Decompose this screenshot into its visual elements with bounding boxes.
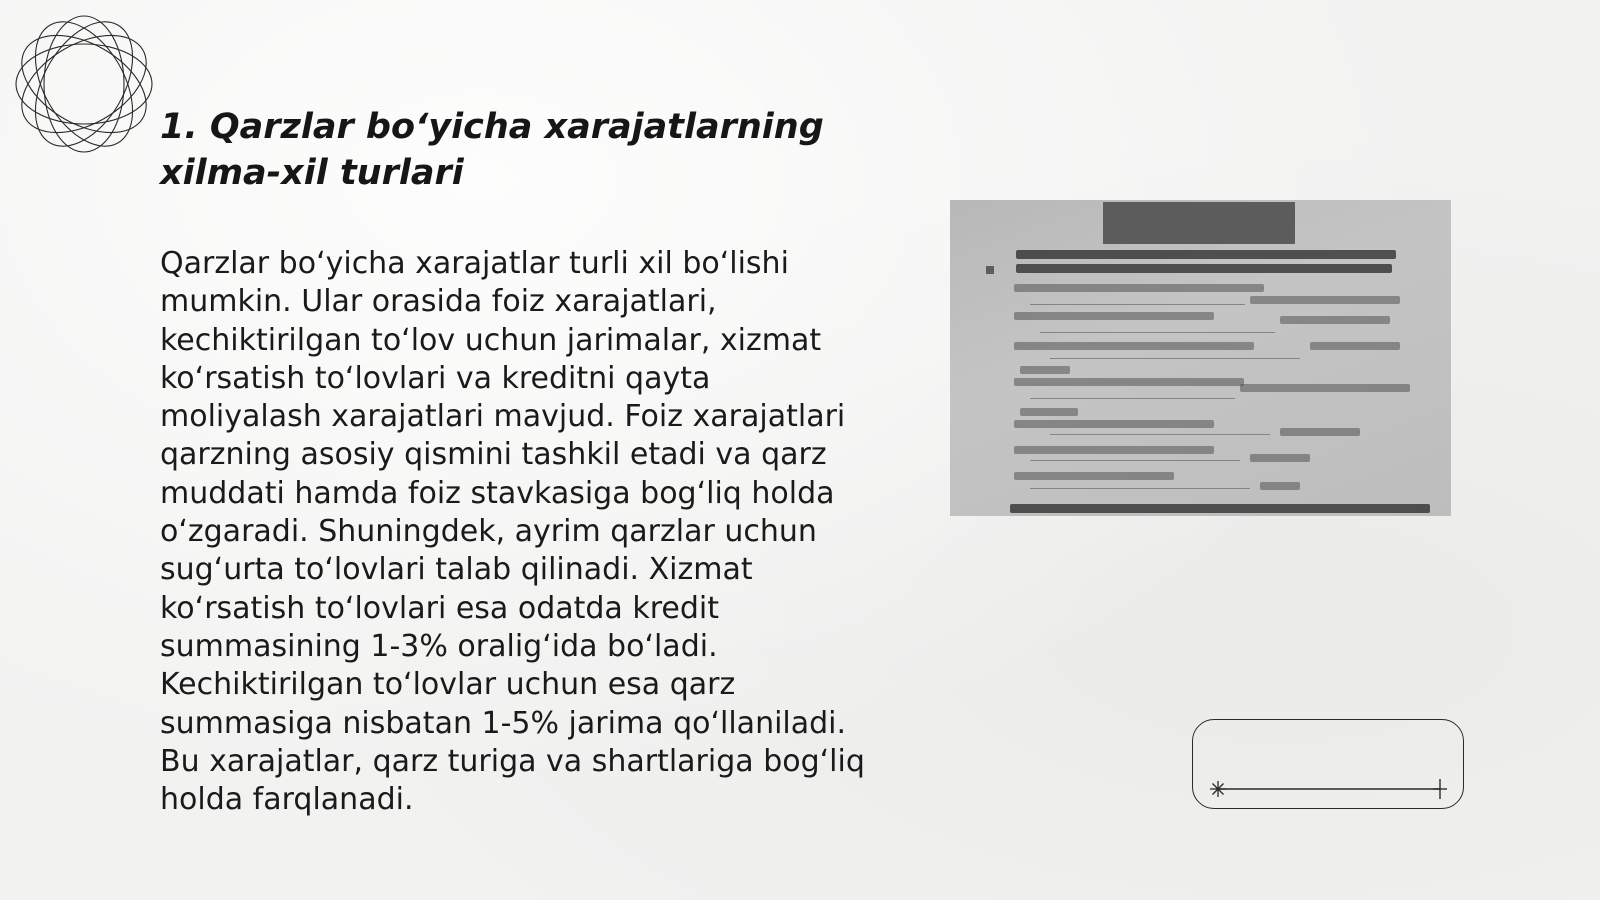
photo-text-line <box>1014 378 1244 386</box>
textbook-photo <box>950 200 1451 516</box>
photo-text-line <box>1260 482 1300 490</box>
photo-text-line <box>1016 250 1396 259</box>
photo-blank-rule <box>1030 398 1235 399</box>
photo-text-line <box>1010 504 1430 513</box>
photo-text-line <box>1020 366 1070 374</box>
photo-blank-rule <box>1040 332 1275 333</box>
photo-header-bar <box>1103 202 1295 244</box>
photo-text-line <box>1240 384 1410 392</box>
photo-text-line <box>1014 446 1214 454</box>
photo-text-line <box>1020 408 1078 416</box>
photo-text-line <box>1310 342 1400 350</box>
photo-blank-rule <box>1030 304 1245 305</box>
photo-text-line <box>1250 296 1400 304</box>
photo-blank-rule <box>1030 460 1240 461</box>
pill-line-graphic <box>1192 719 1464 809</box>
page-title: 1. Qarzlar bo‘yicha xarajatlarning xilma-xil turlari <box>160 107 824 193</box>
photo-text-line <box>1280 316 1390 324</box>
photo-blank-rule <box>1050 358 1300 359</box>
photo-text-line <box>1280 428 1360 436</box>
crosshair-icon <box>1433 779 1447 799</box>
spirograph-icon <box>10 10 158 158</box>
photo-text-line <box>1014 472 1174 480</box>
body-paragraph: Qarzlar bo‘yicha xarajatlar turli xil bo‘lishi mumkin. Ular orasida foiz xarajatlari, kechiktirilgan to‘lov uchun jarimalar, xizmat ko‘rsatish to‘lovlari va kreditni qayta moliyalash xarajatlari mavjud. Foiz xarajatlari qarzning asosiy qismini tashkil etadi va qarz muddati hamda foiz stavkasiga bog‘liq holda o‘zgaradi. Shuningdek, ayrim qarzlar uchun sug‘urta to‘lovlari talab qilinadi. Xizmat ko‘rsatish to‘lovlari esa odatda kredit summasining 1-3% oralig‘ida bo‘ladi. Kechiktirilgan to‘lovlar uchun esa qarz summasiga nisbatan 1-5% jarima qo‘llaniladi. Bu xarajatlar, qarz turiga va shartlariga bog‘liq holda farqlanadi. <box>160 246 865 818</box>
photo-text-line <box>1014 420 1214 428</box>
photo-mark <box>986 266 994 274</box>
sparkle-icon <box>1210 781 1226 797</box>
photo-text-line <box>1016 264 1392 273</box>
photo-text-line <box>1014 342 1254 350</box>
photo-blank-rule <box>1030 488 1250 489</box>
photo-text-line <box>1014 312 1214 320</box>
photo-text-line <box>1250 454 1310 462</box>
photo-blank-rule <box>1050 434 1270 435</box>
decorative-pill-frame <box>1192 719 1464 809</box>
photo-text-line <box>1014 284 1264 292</box>
